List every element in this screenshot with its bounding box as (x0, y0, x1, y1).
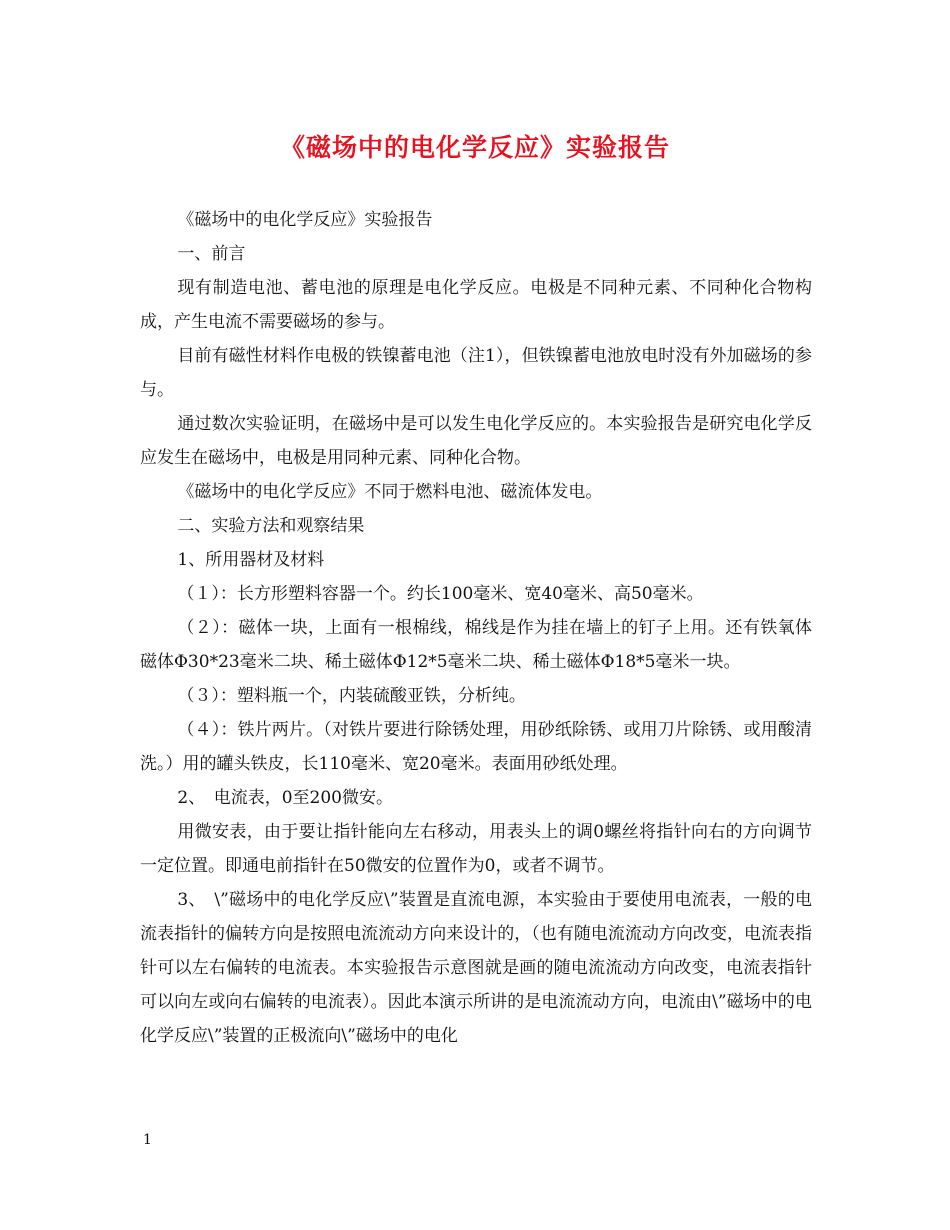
paragraph: 3、 \”磁场中的电化学反应\”装置是直流电源，本实验由于要使用电流表，一般的电流表指针的偏转方向是按照电流流动方向来设计的，（也有随电流流动方向改变，电流表指针可以左右偏转的电流表。本实验报告示意图就是画的随电流流动方向改变，电流表指针可以向左或向右偏转的电流表）。因此本演示所讲的是电流流动方向，电流由\”磁场中的电化学反应\”装置的正极流向\”磁场中的电化 (140, 890, 812, 1046)
subsection-heading-ammeter: 2、 电流表，0至200微安。 (177, 788, 393, 808)
subsection-heading-materials: 1、所用器材及材料 (177, 550, 325, 570)
list-item: （３）：塑料瓶一个，内装硫酸亚铁，分析纯。 (177, 686, 526, 706)
page-number: 1 (143, 1132, 152, 1148)
paragraph: 用微安表，由于要让指针能向左右移动，用表头上的调0螺丝将指针向右的方向调节一定位置。即通电前指针在50微安的位置作为0，或者不调节。 (140, 822, 812, 876)
section-heading-preface: 一、前言 (177, 244, 246, 264)
paragraph: 《磁场中的电化学反应》不同于燃料电池、磁流体发电。 (177, 482, 603, 502)
list-item: （１）：长方形塑料容器一个。约长100毫米、宽40毫米、高50毫米。 (177, 584, 704, 604)
paragraph: 《磁场中的电化学反应》实验报告 (177, 210, 433, 230)
list-item: （２）：磁体一块，上面有一根棉线，棉线是作为挂在墙上的钉子上用。还有铁氧体磁体Φ30*23毫米二块、稀土磁体Φ12*5毫米二块、稀土磁体Φ18*5毫米一块。 (140, 618, 812, 672)
document-body (140, 203, 812, 1053)
paragraph: 通过数次实验证明，在磁场中是可以发生电化学反应的。本实验报告是研究电化学反应发生在磁场中，电极是用同种元素、同种化合物。 (140, 414, 812, 468)
section-heading-methods: 二、实验方法和观察结果 (177, 516, 365, 536)
document-title: 《磁场中的电化学反应》实验报告 (279, 133, 670, 162)
paragraph: 目前有磁性材料作电极的铁镍蓄电池（注1），但铁镍蓄电池放电时没有外加磁场的参与。 (140, 346, 812, 400)
paragraph: 现有制造电池、蓄电池的原理是电化学反应。电极是不同种元素、不同种化合物构成，产生电流不需要磁场的参与。 (140, 278, 812, 332)
list-item: （４）：铁片两片。（对铁片要进行除锈处理，用砂纸除锈、或用刀片除锈、或用酸清洗。）用的罐头铁皮，长110毫米、宽20毫米。表面用砂纸处理。 (140, 720, 812, 774)
